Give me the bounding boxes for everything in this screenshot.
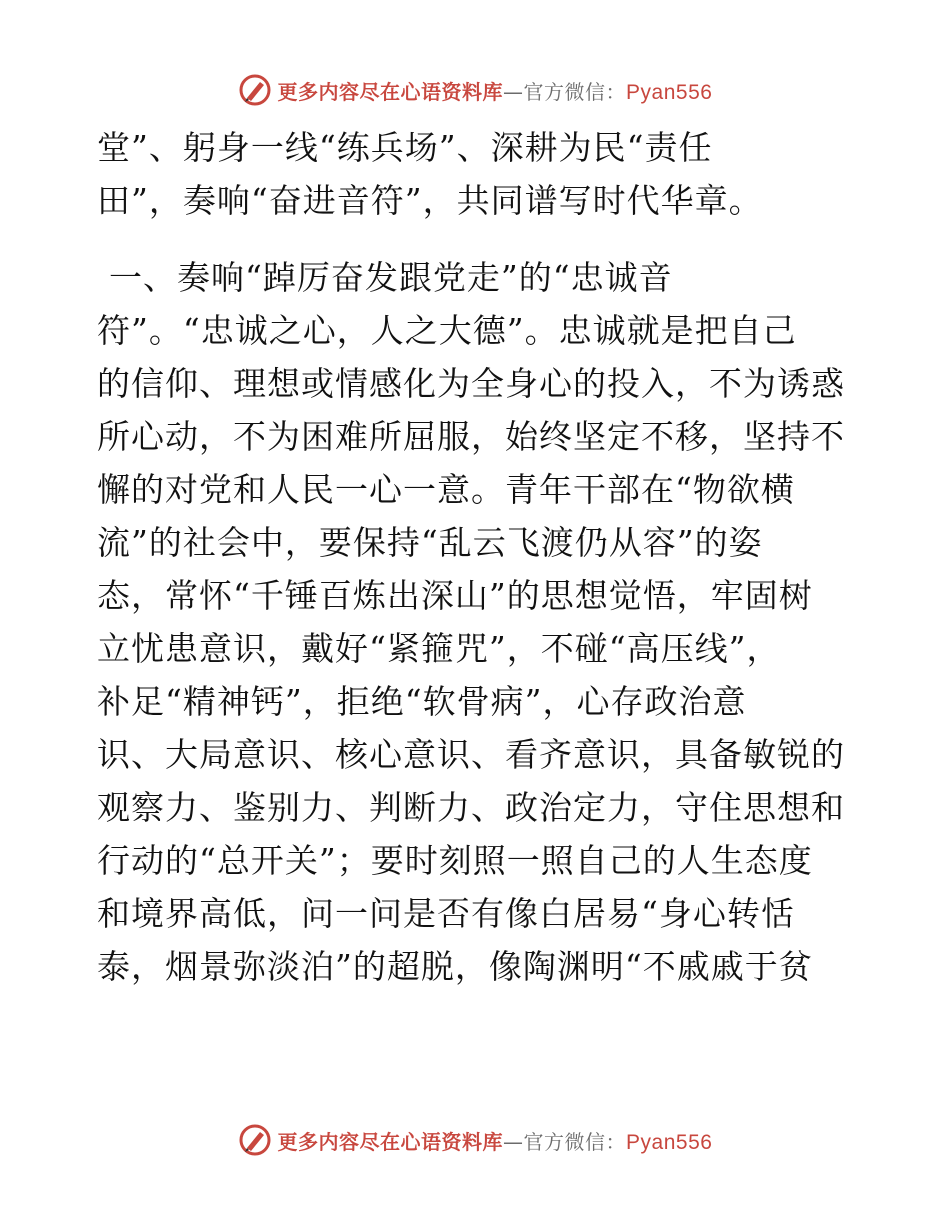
footer-wechat-label: 官方微信： xyxy=(523,1129,627,1154)
footer-wechat-id: Pyan556 xyxy=(626,1130,713,1154)
footer-site-text: 更多内容尽在心语资料库 xyxy=(277,1129,504,1154)
text-line: 的信仰、理想或情感化为全身心的投入，不为诱惑 xyxy=(97,364,845,403)
document-body xyxy=(97,121,857,993)
header-dash: — xyxy=(503,79,524,104)
text-line: 泰，烟景弥淡泊”的超脱，像陶渊明“不戚戚于贫 xyxy=(97,947,813,986)
text-line: 识、大局意识、核心意识、看齐意识，具备敏锐的 xyxy=(97,735,845,774)
paragraph-2 xyxy=(97,251,857,993)
text-line: 补足“精神钙”，拒绝“软骨病”，心存政治意 xyxy=(97,682,747,721)
text-line: 态，常怀“千锤百炼出深山”的思想觉悟，牢固树 xyxy=(97,576,813,615)
paragraph-1 xyxy=(97,121,857,227)
pen-logo-icon xyxy=(238,1123,272,1157)
header-site-text: 更多内容尽在心语资料库 xyxy=(277,79,504,104)
text-line: 立忧患意识，戴好“紧箍咒”，不碰“高压线”， xyxy=(97,629,781,668)
footer-dash: — xyxy=(503,1129,524,1154)
header-wechat-id: Pyan556 xyxy=(626,80,713,104)
pen-logo-icon xyxy=(238,73,272,107)
text-line: 和境界高低，问一问是否有像白居易“身心转恬 xyxy=(97,894,795,933)
text-line: 懈的对党和人民一心一意。青年干部在“物欲横 xyxy=(97,470,795,509)
text-line: 堂”、躬身一线“练兵场”、深耕为民“责任 xyxy=(97,128,713,167)
text-line: 行动的“总开关”；要时刻照一照自己的人生态度 xyxy=(97,841,813,880)
text-line: 田”，奏响“奋进音符”，共同谱写时代华章。 xyxy=(97,181,763,220)
section-heading-line: 一、奏响“踔厉奋发跟党走”的“忠诚音 xyxy=(109,258,673,297)
header-banner xyxy=(0,70,950,110)
text-line: 符”。“忠诚之心，人之大德”。忠诚就是把自己 xyxy=(97,311,797,350)
text-line: 所心动，不为困难所屈服，始终坚定不移，坚持不 xyxy=(97,417,845,456)
footer-banner xyxy=(0,1120,950,1160)
text-line: 观察力、鉴别力、判断力、政治定力，守住思想和 xyxy=(97,788,845,827)
header-wechat-label: 官方微信： xyxy=(523,79,627,104)
text-line: 流”的社会中，要保持“乱云飞渡仍从容”的姿 xyxy=(97,523,763,562)
